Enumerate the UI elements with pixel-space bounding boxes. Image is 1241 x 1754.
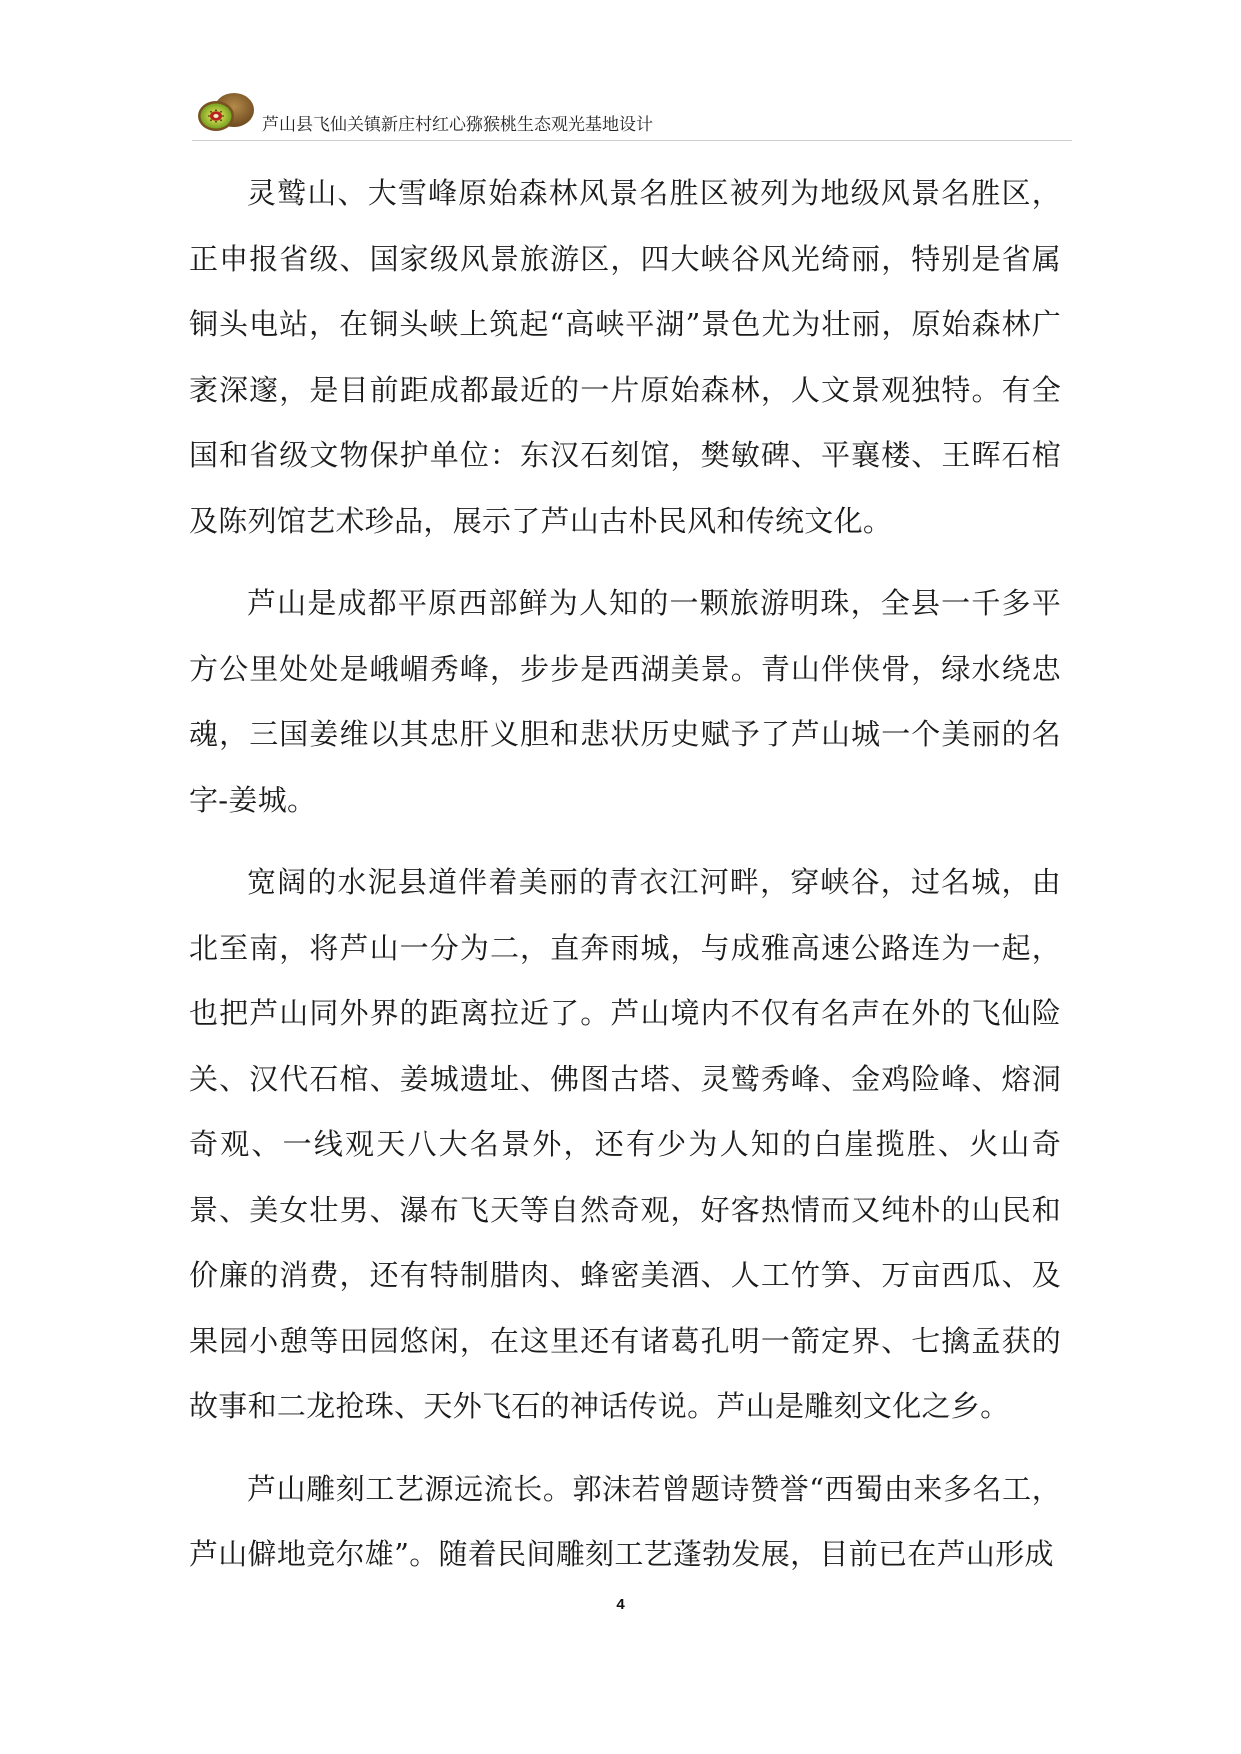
page-header bbox=[192, 88, 1072, 144]
kiwi-fruit-icon bbox=[192, 90, 256, 134]
paragraph: 芦山雕刻工艺源远流长。郭沫若曾题诗赞誉“西蜀由来多名工，芦山僻地竞尔雄”。随着民间雕刻工艺蓬勃发展，目前已在芦山形成 bbox=[189, 1471, 1061, 1571]
header-title: 芦山县飞仙关镇新庄村红心猕猴桃生态观光基地设计 bbox=[262, 115, 653, 135]
paragraph: 宽阔的水泥县道伴着美丽的青衣江河畔，穿峡谷，过名城，由北至南，将芦山一分为二，直奔雨城，与成雅高速公路连为一起，也把芦山同外界的距离拉近了。芦山境内不仅有名声在外的飞仙险关、汉代石棺、姜城遗址、佛图古塔、灵鹫秀峰、金鸡险峰、熔洞奇观、一线观天八大名景外，还有少为人知的白崖揽胜、火山奇景、美女壮男、瀑布飞天等自然奇观，好客热情而又纯朴的山民和价廉的消费，还有特制腊肉、蜂密美酒、人工竹笋、万亩西瓜、及果园小憩等田园悠闲，在这里还有诸葛孔明一箭定界、七擒孟获的故事和二龙抢珠、天外飞石的神话传说。芦山是雕刻文化之乡。 bbox=[189, 865, 1061, 1423]
page-number: 4 bbox=[616, 1596, 625, 1613]
paragraph: 灵鹫山、大雪峰原始森林风景名胜区被列为地级风景名胜区，正申报省级、国家级风景旅游区，四大峡谷风光绮丽，特别是省属铜头电站，在铜头峡上筑起“高峡平湖”景色尤为壮丽，原始森林广袤深邃，是目前距成都最近的一片原始森林，人文景观独特。有全国和省级文物保护单位：东汉石刻馆，樊敏碑、平襄楼、王晖石棺及陈列馆艺术珍品，展示了芦山古朴民风和传统文化。 bbox=[189, 176, 1061, 538]
header-divider bbox=[192, 140, 1072, 141]
paragraph: 芦山是成都平原西部鲜为人知的一颗旅游明珠，全县一千多平方公里处处是峨嵋秀峰，步步是西湖美景。青山伴侠骨，绿水绕忠魂，三国姜维以其忠肝义胆和悲状历史赋予了芦山城一个美丽的名字-姜城。 bbox=[189, 586, 1061, 817]
document-body bbox=[189, 161, 1061, 1588]
